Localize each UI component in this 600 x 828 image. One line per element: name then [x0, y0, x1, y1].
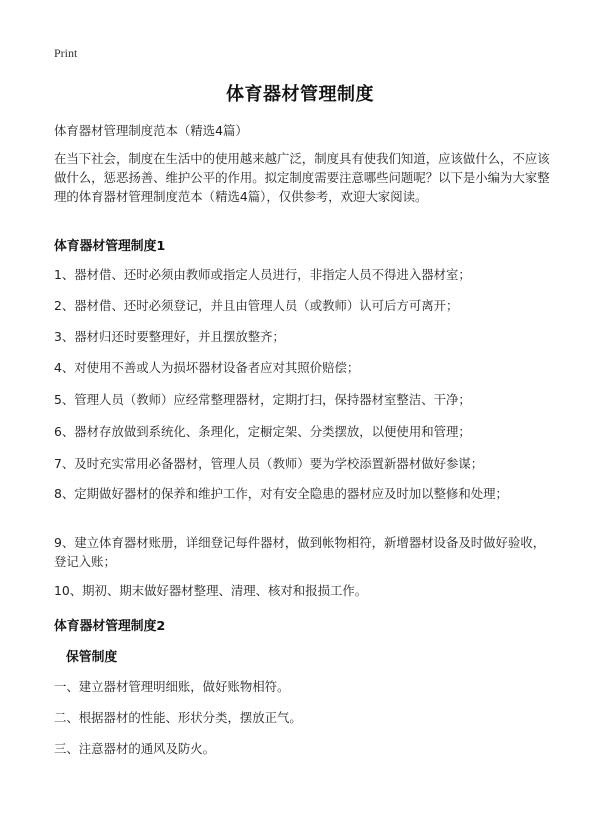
section-1-item: 6、器材存放做到系统化、条理化，定橱定架、分类摆放，以便使用和管理； — [54, 424, 471, 439]
section-1-item: 2、器材借、还时必须登记，并且由管理人员（或教师）认可后方可离开； — [54, 298, 459, 313]
section-1-item: 1、器材借、还时必须由教师或指定人员进行，非指定人员不得进入器材室； — [54, 267, 471, 282]
section-1-item: 5、管理人员（教师）应经常整理器材，定期打扫，保持器材室整洁、干净； — [54, 392, 471, 407]
section-1-item: 8、定期做好器材的保养和维护工作，对有安全隐患的器材应及时加以整修和处理； — [54, 486, 508, 501]
document-subtitle: 体育器材管理制度范本（精选4篇） — [54, 123, 248, 138]
section-2-subheading: 保管制度 — [66, 650, 118, 665]
section-2-heading: 体育器材管理制度2 — [54, 619, 166, 634]
section-1-heading: 体育器材管理制度1 — [54, 239, 166, 254]
section-1-item: 4、对使用不善或人为损坏器材设备者应对其照价赔偿； — [54, 360, 360, 375]
section-2-item: 一、建立器材管理明细账，做好账物相符。 — [54, 679, 290, 694]
section-2-item: 二、根据器材的性能、形状分类，摆放正气。 — [54, 710, 302, 725]
document-title: 体育器材管理制度 — [226, 84, 374, 105]
print-link[interactable]: Print — [54, 46, 78, 60]
section-1-item: 9、建立体育器材账册，详细登记每件器材，做到帐物相符，新增器材设备及时做好验收，登记入账； — [54, 535, 546, 569]
section-1-item: 7、及时充实常用必备器材，管理人员（教师）要为学校添置新器材做好参谋； — [54, 456, 484, 471]
intro-paragraph: 在当下社会，制度在生活中的使用越来越广泛，制度具有使我们知道，应该做什么，不应该做什么，惩恶扬善、维护公平的作用。拟定制度需要注意哪些问题呢？以下是小编为大家整理的体育器材管理制度范本（精选4篇），仅供参考，欢迎大家阅读。 — [54, 151, 550, 204]
section-1-item: 10、期初、期末做好器材整理、清理、核对和报损工作。 — [54, 583, 368, 598]
section-1-item: 3、器材归还时要整理好，并且摆放整齐； — [54, 329, 285, 344]
section-2-item: 三、注意器材的通风及防火。 — [54, 741, 216, 756]
